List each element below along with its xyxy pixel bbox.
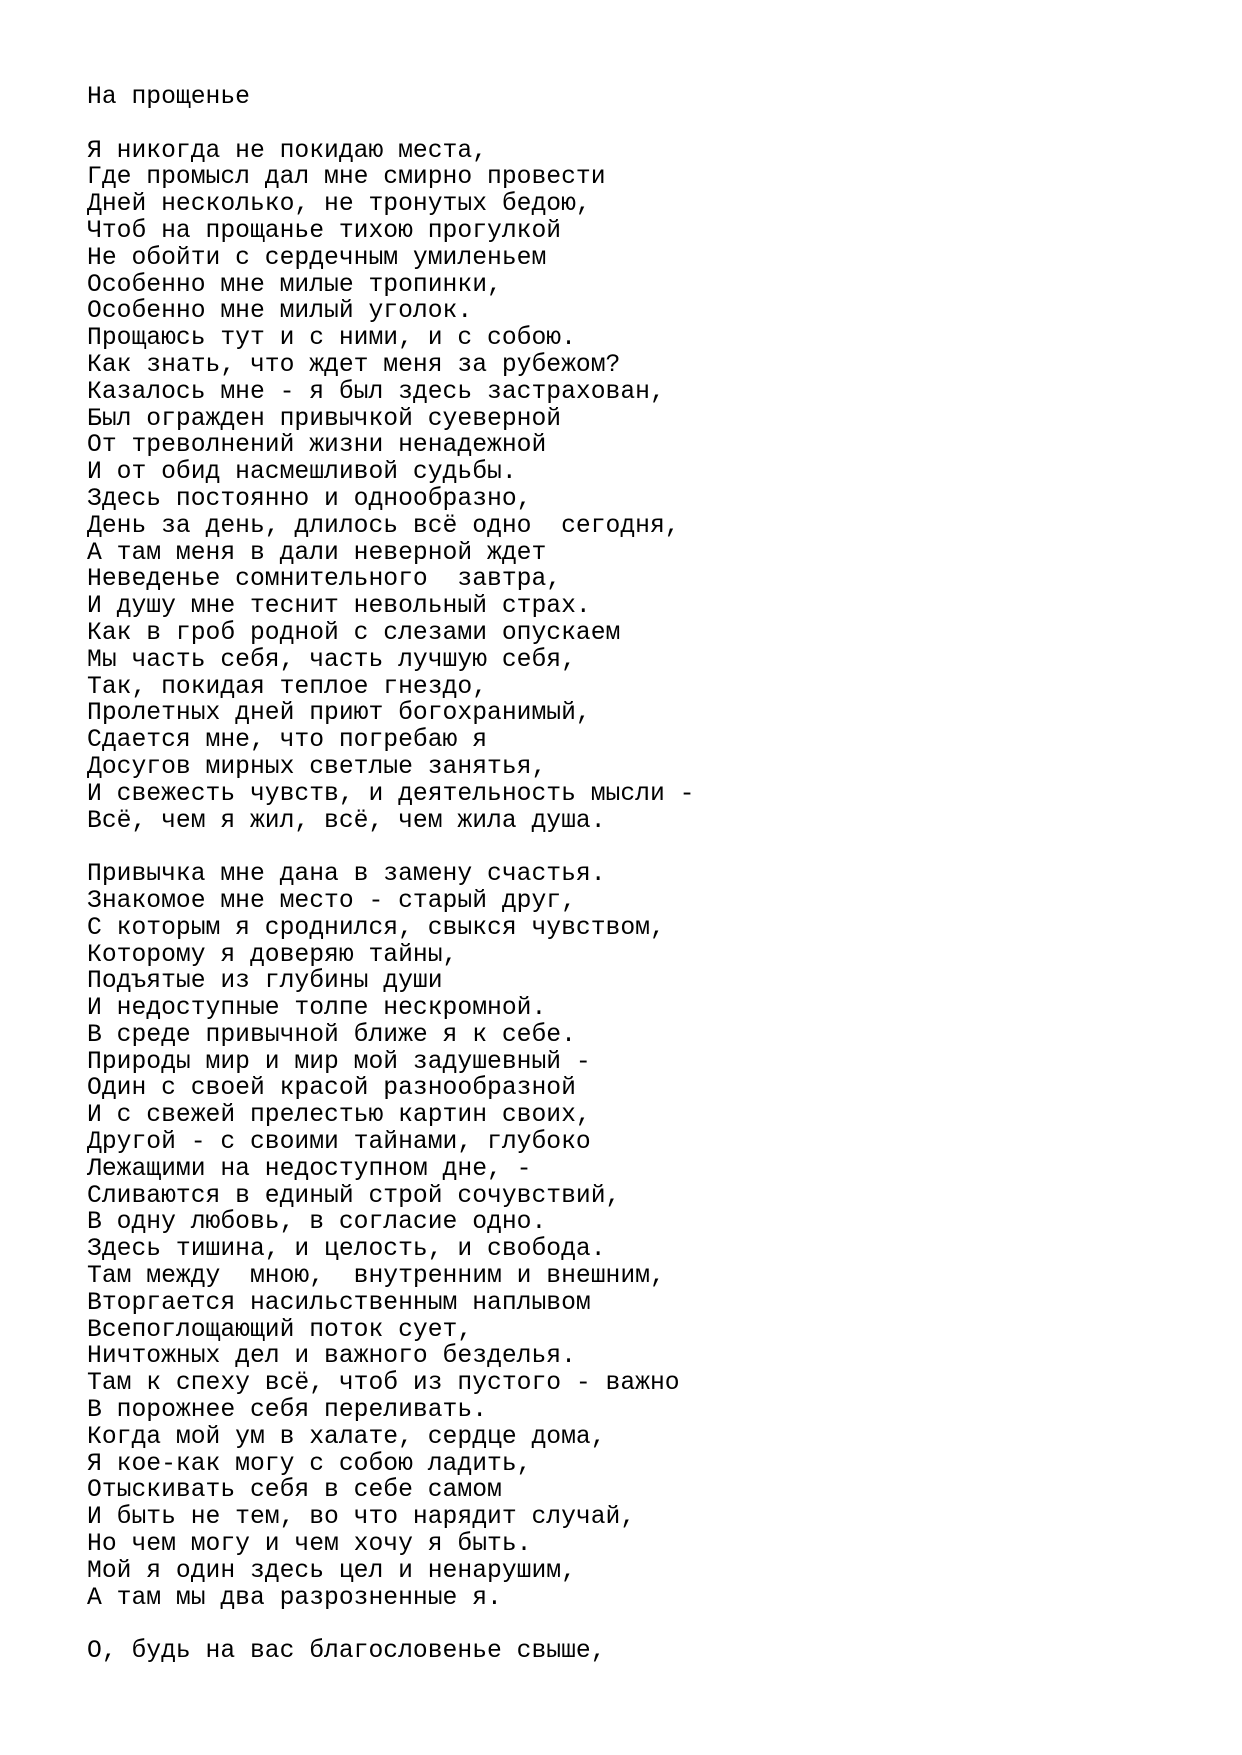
poem-line: И недоступные толпе нескромной. — [87, 994, 547, 1023]
poem-line: Сливаются в единый строй сочувствий, — [87, 1181, 621, 1210]
poem-line: Казалось мне - я был здесь застрахован, — [87, 377, 665, 406]
poem-line: Неведенье сомнительного завтра, — [87, 565, 562, 594]
poem-line: Досугов мирных светлые занятья, — [87, 752, 547, 781]
poem-line: Привычка мне дана в замену счастья. — [87, 860, 606, 889]
poem-line: С которым я сроднился, свыкся чувством, — [87, 913, 665, 942]
poem-line: Ничтожных дел и важного безделья. — [87, 1342, 576, 1371]
blank-line — [87, 1611, 694, 1638]
poem-line: И быть не тем, во что нарядит случай, — [87, 1503, 636, 1532]
poem-line: Я кое-как могу с собою ладить, — [87, 1449, 532, 1478]
poem-line: Особенно мне милый уголок. — [87, 297, 473, 326]
poem-line: Мой я один здесь цел и ненарушим, — [87, 1556, 576, 1585]
poem-line: В среде привычной ближе я к себе. — [87, 1020, 576, 1049]
blank-line — [87, 834, 694, 861]
poem-line: Природы мир и мир мой задушевный - — [87, 1047, 591, 1076]
poem-line: Один с своей красой разнообразной — [87, 1074, 576, 1103]
poem-line: Так, покидая теплое гнездо, — [87, 672, 488, 701]
poem-line: Дней несколько, не тронутых бедою, — [87, 190, 591, 219]
poem-line: Всепоглощающий поток сует, — [87, 1315, 473, 1344]
blank-line — [87, 111, 694, 138]
poem-line: Как знать, что ждет меня за рубежом? — [87, 350, 621, 379]
poem-title: На прощенье — [87, 83, 250, 111]
poem-line: А там мы два разрозненные я. — [87, 1583, 502, 1612]
poem-line: День за день, длилось всё одно сегодня, — [87, 511, 680, 540]
poem-line: Но чем могу и чем хочу я быть. — [87, 1530, 532, 1559]
poem-line: Где промысл дал мне смирно провести — [87, 163, 606, 192]
poem-line: И свежесть чувств, и деятельность мысли - — [87, 779, 695, 808]
poem-line: В порожнее себя переливать. — [87, 1396, 488, 1425]
poem-line: От треволнений жизни ненадежной — [87, 431, 547, 460]
poem-line: Другой - с своими тайнами, глубоко — [87, 1128, 591, 1157]
poem-line: А там меня в дали неверной ждет — [87, 538, 547, 567]
poem-line: Особенно мне милые тропинки, — [87, 270, 502, 299]
poem-line: Подъятые из глубины души — [87, 967, 443, 996]
poem-line: Не обойти с сердечным умиленьем — [87, 243, 547, 272]
poem-text — [87, 84, 694, 1665]
poem-line: Здесь тишина, и целость, и свобода. — [87, 1235, 606, 1264]
poem-line: Пролетных дней приют богохранимый, — [87, 699, 591, 728]
poem-line: И душу мне теснит невольный страх. — [87, 592, 591, 621]
poem-line: Как в гроб родной с слезами опускаем — [87, 618, 621, 647]
poem-line: Знакомое мне место - старый друг, — [87, 886, 576, 915]
poem-line: Лежащими на недоступном дне, - — [87, 1154, 532, 1183]
poem-line: Был огражден привычкой суеверной — [87, 404, 562, 433]
poem-line: Здесь постоянно и однообразно, — [87, 484, 532, 513]
poem-line: Прощаюсь тут и с ними, и с собою. — [87, 324, 576, 353]
poem-line: И с свежей прелестью картин своих, — [87, 1101, 591, 1130]
poem-line: Которому я доверяю тайны, — [87, 940, 458, 969]
poem-line: О, будь на вас благословенье свыше, — [87, 1637, 606, 1666]
poem-line: Всё, чем я жил, всё, чем жила душа. — [87, 806, 606, 835]
poem-line: Вторгается насильственным наплывом — [87, 1288, 591, 1317]
poem-line: Когда мой ум в халате, сердце дома, — [87, 1422, 606, 1451]
poem-line: И от обид насмешливой судьбы. — [87, 458, 517, 487]
poem-line: В одну любовь, в согласие одно. — [87, 1208, 547, 1237]
poem-line: Отыскивать себя в себе самом — [87, 1476, 502, 1505]
poem-line: Там между мною, внутренним и внешним, — [87, 1262, 665, 1291]
poem-line: Сдается мне, что погребаю я — [87, 726, 488, 755]
poem-line: Мы часть себя, часть лучшую себя, — [87, 645, 576, 674]
poem-line: Я никогда не покидаю места, — [87, 136, 488, 165]
poem-line: Чтоб на прощанье тихою прогулкой — [87, 216, 562, 245]
poem-line: Там к спеху всё, чтоб из пустого - важно — [87, 1369, 680, 1398]
